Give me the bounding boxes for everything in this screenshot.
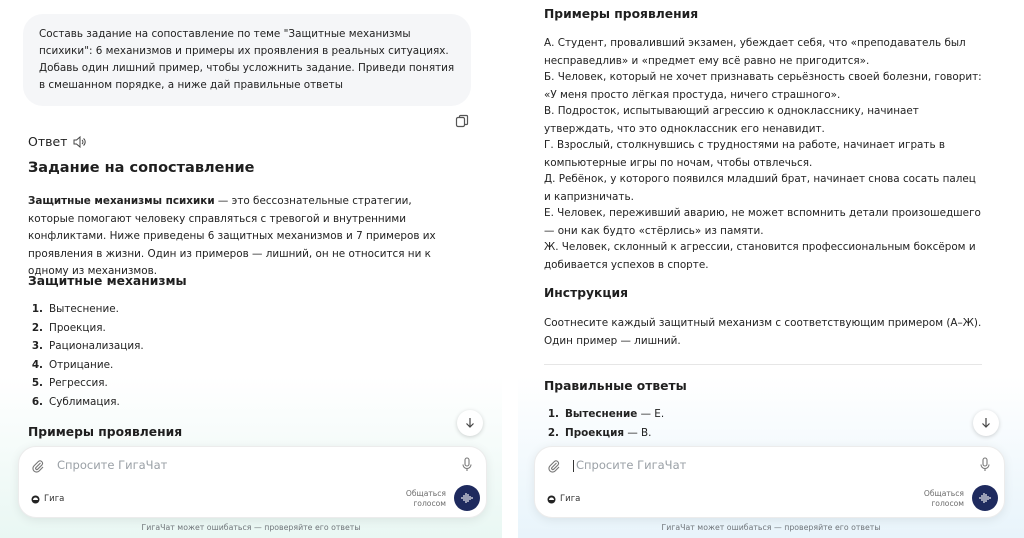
- example-g: Ж. Человек, склонный к агрессии, становится профессиональным боксёром и добивается успехов в спорте.: [544, 241, 976, 271]
- list-number: 3.: [31, 340, 43, 352]
- copy-icon[interactable]: [455, 114, 469, 128]
- intro-paragraph: [28, 193, 448, 281]
- arrow-down-icon: [465, 417, 475, 429]
- answer-header: [28, 134, 87, 149]
- list-number: 1.: [31, 303, 43, 315]
- message-input[interactable]: Спросите ГигаЧат: [57, 458, 168, 472]
- scroll-down-button[interactable]: [457, 410, 483, 436]
- list-item: [28, 303, 144, 322]
- arrow-down-icon: [981, 417, 991, 429]
- example-c: В. Подросток, испытывающий агрессию к однокласснику, начинает утверждать, что это одноклассник его ненавидит.: [544, 105, 919, 135]
- list-item: [28, 322, 144, 341]
- mechanisms-heading: Защитные механизмы: [28, 274, 187, 288]
- list-number: 5.: [31, 377, 43, 389]
- example-f: Е. Человек, переживший аварию, не может вспомнить детали произошедшего — они как будто «стёрлись» из памяти.: [544, 207, 981, 237]
- answers-list: [544, 408, 664, 445]
- list-item: [28, 377, 144, 396]
- model-label: Гига: [44, 494, 65, 504]
- message-input[interactable]: Спросите ГигаЧат: [573, 458, 686, 472]
- list-item: [28, 340, 144, 359]
- model-selector[interactable]: [547, 494, 580, 504]
- mechanisms-list: [28, 303, 144, 414]
- disclaimer-text: ГигаЧат может ошибаться — проверяйте его ответы: [141, 523, 361, 532]
- microphone-icon[interactable]: [980, 457, 990, 473]
- list-item: [544, 408, 664, 427]
- giga-logo-icon: [547, 495, 556, 504]
- disclaimer-text: ГигаЧат может ошибаться — проверяйте его ответы: [661, 523, 881, 532]
- voice-mode-button[interactable]: [972, 485, 998, 511]
- giga-logo-icon: [31, 495, 40, 504]
- paperclip-icon[interactable]: [547, 459, 561, 473]
- voice-mode-label: Общаться голосом: [405, 489, 446, 508]
- list-text: Проекция.: [49, 321, 106, 334]
- example-d: Г. Взрослый, столкнувшись с трудностями на работе, начинает играть в компьютерные игры по ночам, чтобы отвлечься.: [544, 139, 946, 169]
- list-item: [544, 427, 664, 446]
- paperclip-icon[interactable]: [31, 459, 45, 473]
- soundwave-icon: [460, 492, 474, 504]
- list-text: Отрицание.: [49, 358, 114, 371]
- list-number: 6.: [31, 395, 43, 408]
- task-title: Задание на сопоставление: [28, 160, 255, 176]
- model-label: Гига: [560, 494, 581, 504]
- list-item: [28, 396, 144, 415]
- examples-heading: Примеры проявления: [544, 7, 699, 21]
- message-composer: [534, 446, 1005, 518]
- list-number: 4.: [31, 358, 43, 371]
- section-divider: [544, 364, 982, 365]
- list-item: [28, 359, 144, 378]
- answer-mechanism: Вытеснение: [565, 408, 638, 420]
- message-composer: [18, 446, 487, 518]
- microphone-icon[interactable]: [462, 457, 472, 473]
- answer-letter: — Е.: [637, 408, 665, 420]
- example-a: А. Студент, проваливший экзамен, убеждает себя, что «преподаватель был несправедлив» и «предмет ему всё равно не пригодится».: [544, 37, 966, 67]
- instruction-heading: Инструкция: [544, 286, 628, 300]
- right-chat-pane: [518, 0, 1024, 538]
- speaker-icon[interactable]: [73, 136, 87, 148]
- text-cursor: [573, 460, 574, 472]
- answer-mechanism: Проекция: [565, 426, 625, 439]
- list-number: 2.: [31, 321, 43, 334]
- instruction-text: Соотнесите каждый защитный механизм с соответствующим примером (А–Ж). Один пример — лишний.: [544, 317, 982, 347]
- model-selector[interactable]: [31, 494, 64, 504]
- user-message-bubble: Составь задание на сопоставление по теме "Защитные механизмы психики": 6 механизмов и примеры их проявления в реальных ситуациях. Добавь один лишний пример, чтобы усложнить задание. Приведи понятия в смешанном порядке, а ниже дай правильные ответы: [23, 14, 471, 106]
- list-text: Рационализация.: [49, 340, 144, 352]
- answer-label: Ответ: [28, 134, 68, 149]
- voice-mode-button[interactable]: [454, 485, 480, 511]
- examples-heading-partial: Примеры проявления: [28, 425, 183, 439]
- example-e: Д. Ребёнок, у которого появился младший брат, начинает снова сосать палец и капризничать.: [544, 173, 976, 203]
- scroll-down-button[interactable]: [973, 410, 999, 436]
- example-b: Б. Человек, который не хочет признавать серьёзность своей болезни, говорит: «У меня просто лёгкая простуда, ничего страшного».: [544, 71, 982, 101]
- left-chat-pane: [0, 0, 502, 538]
- answer-letter: — В.: [624, 426, 652, 439]
- intro-bold-term: Защитные механизмы психики: [28, 195, 215, 207]
- list-text: Сублимация.: [49, 395, 120, 408]
- soundwave-icon: [978, 492, 992, 504]
- list-number: 2.: [547, 426, 559, 439]
- list-text: Регрессия.: [49, 377, 108, 389]
- list-text: Вытеснение.: [49, 303, 119, 315]
- voice-mode-label: Общаться голосом: [923, 489, 964, 508]
- list-number: 1.: [547, 408, 559, 420]
- answers-heading: Правильные ответы: [544, 379, 687, 393]
- intro-text: — это бессознательные стратегии, которые помогают человеку справляться с тревогой и внутренними конфликтами. Ниже приведены 6 защитных механизмов и 7 примеров их проявления в жизни. Один из примеров — лишний, он не относится ни к одному из механизмов.: [28, 195, 436, 277]
